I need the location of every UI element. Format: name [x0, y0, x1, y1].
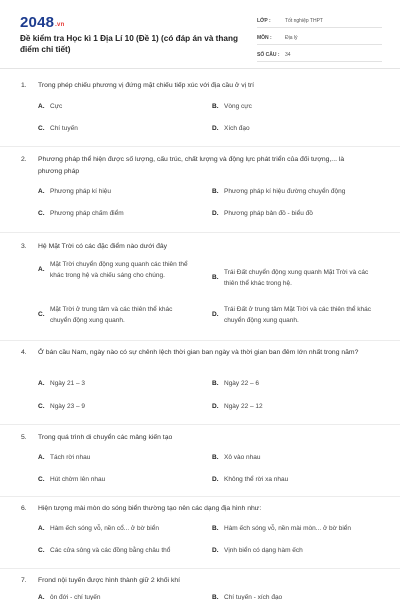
option-letter: A. — [38, 103, 45, 110]
question-6 — [0, 497, 400, 569]
meta-mon-label: MÔN : — [257, 34, 272, 41]
option-text: Phương pháp chấm điểm — [50, 210, 124, 217]
question-text — [21, 241, 366, 253]
question-text — [21, 80, 366, 92]
question-number: 3. — [21, 243, 27, 250]
option-text: Hàm ếch sóng vỗ, nền mài mòn... ở bờ biển — [224, 525, 352, 532]
question-number: 5. — [21, 434, 27, 441]
option-text: Các cửa sông và các đồng bằng châu thổ — [50, 547, 171, 554]
option-b[interactable] — [212, 268, 379, 289]
page-title: Đề kiểm tra Học kì 1 Địa Lí 10 (Đề 1) (có đáp án và thang điểm chi tiết) — [20, 34, 238, 54]
question-5 — [0, 425, 400, 497]
option-text: Cực — [50, 103, 63, 110]
question-body: Hệ Mặt Trời có các đặc điểm nào dưới đây — [38, 243, 168, 250]
question-text — [21, 154, 366, 177]
option-c[interactable] — [38, 546, 215, 557]
option-letter: D. — [212, 476, 219, 483]
brand-suffix: .vn — [55, 22, 65, 28]
option-c[interactable] — [38, 305, 195, 326]
option-text: Vòng cực — [224, 103, 252, 110]
meta-mon — [257, 31, 382, 45]
meta-socau-value: 34 — [285, 51, 291, 58]
option-b[interactable] — [212, 379, 364, 390]
option-d[interactable] — [212, 305, 379, 326]
option-text: Trái Đất chuyển động xung quanh Mặt Trời và các thiên thể khác trong hệ. — [224, 269, 369, 287]
option-d[interactable] — [212, 402, 364, 413]
option-text: Ngày 21 – 3 — [50, 380, 86, 387]
option-d[interactable] — [212, 124, 364, 135]
option-b[interactable] — [212, 102, 364, 113]
option-letter: B. — [212, 103, 219, 110]
option-text: Mặt Trời chuyển động xung quanh các thiên thể khác trong hệ và chiếu sáng cho chúng. — [50, 261, 188, 279]
option-text: Phương pháp kí hiệu đường chuyển động — [224, 188, 346, 195]
option-text: Ngày 23 – 9 — [50, 403, 86, 410]
header-divider — [0, 68, 400, 69]
option-a[interactable] — [38, 379, 190, 390]
exam-meta — [257, 14, 382, 65]
question-3 — [0, 233, 400, 341]
option-d[interactable] — [212, 475, 364, 486]
meta-mon-value: Địa lý — [285, 34, 298, 41]
question-text — [21, 503, 366, 515]
option-a[interactable] — [38, 593, 190, 600]
question-body: Frond nội tuyến được hình thành giữ 2 khối khí — [38, 577, 181, 584]
option-b[interactable] — [212, 187, 394, 198]
option-letter: A. — [38, 454, 45, 461]
option-letter: B. — [212, 525, 219, 532]
option-text: Phương pháp kí hiệu — [50, 188, 112, 195]
brand-logo[interactable] — [20, 14, 64, 31]
question-number: 7. — [21, 577, 27, 584]
meta-socau — [257, 48, 382, 62]
option-d[interactable] — [212, 546, 364, 557]
option-c[interactable] — [38, 124, 190, 135]
option-text: Ngày 22 – 6 — [224, 380, 260, 387]
option-c[interactable] — [38, 209, 190, 220]
meta-lop-value: Tốt nghiệp THPT — [285, 17, 323, 24]
question-number: 4. — [21, 349, 27, 356]
option-b[interactable] — [212, 453, 364, 464]
option-letter: B. — [212, 454, 219, 461]
option-letter: B. — [212, 380, 219, 387]
option-letter: B. — [212, 594, 219, 600]
question-text — [21, 347, 366, 359]
option-letter: C. — [38, 547, 45, 554]
option-letter: A. — [38, 266, 45, 274]
option-text: Không thể rời xa nhau — [224, 476, 289, 483]
option-b[interactable] — [212, 593, 364, 600]
meta-lop-label: LỚP : — [257, 17, 271, 24]
question-body: Trong quá trình di chuyển các mảng kiến tạo — [38, 434, 173, 441]
option-letter: D. — [212, 311, 219, 319]
question-7 — [0, 569, 400, 600]
question-body: Hiện tượng mài mòn do sóng biển thường tạo nên các dạng địa hình như: — [38, 505, 262, 512]
option-text: Mặt Trời ở trung tâm và các thiên thể khác chuyển động xung quanh. — [50, 306, 173, 324]
option-a[interactable] — [38, 524, 210, 535]
question-body: Phương pháp thể hiện được số lượng, cấu trúc, chất lượng và động lực phát triển của đối tượng,... là phương pháp — [38, 156, 345, 175]
option-a[interactable] — [38, 453, 190, 464]
brand-name: 2048 — [20, 14, 55, 31]
option-text: Tách rời nhau — [50, 454, 91, 461]
option-letter: A. — [38, 380, 45, 387]
option-letter: A. — [38, 594, 45, 600]
question-number: 2. — [21, 156, 27, 163]
meta-socau-label: SỐ CÂU : — [257, 51, 280, 58]
question-body: Trong phép chiếu phương vị đứng mặt chiếu tiếp xúc với địa cầu ở vị trí — [38, 82, 255, 89]
option-letter: A. — [38, 188, 45, 195]
option-letter: C. — [38, 476, 45, 483]
question-number: 6. — [21, 505, 27, 512]
option-letter: C. — [38, 210, 45, 217]
option-text: Xích đạo — [224, 125, 250, 132]
header — [0, 0, 400, 66]
option-letter: D. — [212, 403, 219, 410]
option-text: Phương pháp bản đồ - biểu đồ — [224, 210, 313, 217]
option-d[interactable] — [212, 209, 394, 220]
option-a[interactable] — [38, 187, 190, 198]
option-c[interactable] — [38, 402, 190, 413]
option-text: Vịnh biển có dạng hàm ếch — [224, 547, 303, 554]
meta-lop — [257, 14, 382, 28]
question-2 — [0, 147, 400, 233]
option-text: Chí tuyến - xích đạo — [224, 594, 283, 600]
option-letter: C. — [38, 125, 45, 132]
question-4 — [0, 341, 400, 425]
option-b[interactable] — [212, 524, 399, 535]
option-text: Trái Đất ở trung tâm Mặt Trời và các thiên thể khác chuyển động xung quanh. — [224, 306, 372, 324]
question-number: 1. — [21, 82, 27, 89]
option-letter: D. — [212, 547, 219, 554]
option-letter: D. — [212, 210, 219, 217]
option-letter: A. — [38, 525, 45, 532]
option-a[interactable] — [38, 102, 190, 113]
option-text: Chí tuyến — [50, 125, 78, 132]
option-letter: C. — [38, 403, 45, 410]
question-text — [21, 575, 366, 587]
option-text: ôn đới - chí tuyến — [50, 594, 101, 600]
option-text: Ngày 22 – 12 — [224, 403, 263, 410]
option-letter: B. — [212, 188, 219, 195]
question-1 — [0, 70, 400, 147]
option-letter: D. — [212, 125, 219, 132]
option-text: Hút chờm lên nhau — [50, 476, 106, 483]
question-body: Ở bán cầu Nam, ngày nào có sự chênh lệch thời gian ban ngày và thời gian ban đêm lớn nhất trong năm? — [38, 349, 359, 356]
option-c[interactable] — [38, 475, 190, 486]
option-text: Xô vào nhau — [224, 454, 261, 461]
option-letter: C. — [38, 311, 45, 319]
option-a[interactable] — [38, 260, 195, 281]
option-letter: B. — [212, 274, 219, 282]
option-text: Hàm ếch sóng vỗ, nền cổ... ở bờ biển — [50, 525, 159, 532]
question-text — [21, 432, 366, 444]
